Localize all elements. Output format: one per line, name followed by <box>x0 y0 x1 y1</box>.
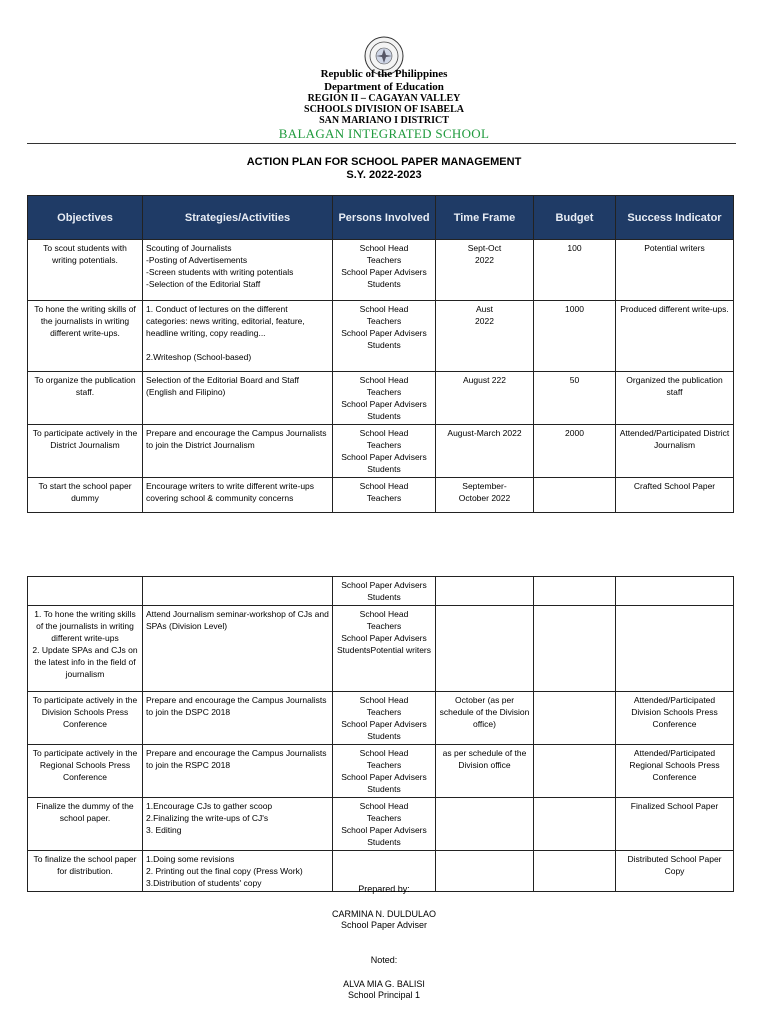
table-row <box>28 478 734 513</box>
strategy-cell: 1. Conduct of lectures on the different categories: news writing, editorial, feature, headline writing, copy reading... 2.Writeshop (School-based) <box>143 301 333 372</box>
budget-cell <box>534 692 616 745</box>
persons-cell: School Head Teachers School Paper Advisers Students <box>333 301 436 372</box>
header-district: SAN MARIANO I DISTRICT <box>319 115 449 126</box>
persons-cell: School Paper Advisers Students <box>333 577 436 606</box>
strategy-cell: Selection of the Editorial Board and Staff (English and Filipino) <box>143 372 333 425</box>
persons-cell: School Head Teachers School Paper Advisers Students <box>333 798 436 851</box>
table-row <box>28 692 734 745</box>
objective-cell: To start the school paper dummy <box>28 478 143 513</box>
success-indicator-cell <box>616 606 734 692</box>
strategy-cell: 1.Doing some revisions 2. Printing out the final copy (Press Work) 3.Distribution of students' copy <box>143 851 333 892</box>
col-header-time-frame: Time Frame <box>436 196 534 240</box>
prepared-by-title: School Paper Adviser <box>340 920 428 930</box>
table-row <box>28 745 734 798</box>
objective-cell: To scout students with writing potentials. <box>28 240 143 301</box>
success-indicator-cell: Attended/Participated District Journalism <box>616 425 734 478</box>
prepared-by-name: CARMINA N. DULDULAO <box>331 909 437 919</box>
success-indicator-cell: Organized the publication staff <box>616 372 734 425</box>
header-department: Department of Education <box>324 81 444 93</box>
persons-cell: School Head Teachers School Paper Advisers StudentsPotential writers <box>333 606 436 692</box>
col-header-objectives: Objectives <box>28 196 143 240</box>
persons-cell: School Head Teachers School Paper Advisers Students <box>333 425 436 478</box>
persons-cell: School Head Teachers School Paper Advisers Students <box>333 372 436 425</box>
success-indicator-cell <box>616 577 734 606</box>
time-frame-cell: Sept-Oct 2022 <box>436 240 534 301</box>
table-row <box>28 425 734 478</box>
school-year: S.Y. 2022-2023 <box>346 169 422 181</box>
time-frame-cell: October (as per schedule of the Division office) <box>436 692 534 745</box>
table-row <box>28 606 734 692</box>
budget-cell: 1000 <box>534 301 616 372</box>
objective-cell: To participate actively in the Regional Schools Press Conference <box>28 745 143 798</box>
success-indicator-cell: Distributed School Paper Copy <box>616 851 734 892</box>
success-indicator-cell: Crafted School Paper <box>616 478 734 513</box>
header-division: SCHOOLS DIVISION OF ISABELA <box>304 104 464 115</box>
budget-cell: 50 <box>534 372 616 425</box>
school-name: BALAGAN INTEGRATED SCHOOL <box>278 126 490 141</box>
time-frame-cell: as per schedule of the Division office <box>436 745 534 798</box>
budget-cell <box>534 606 616 692</box>
strategy-cell <box>143 577 333 606</box>
table-row <box>28 240 734 301</box>
objective-cell: To participate actively in the Division Schools Press Conference <box>28 692 143 745</box>
objective-cell <box>28 577 143 606</box>
time-frame-cell <box>436 798 534 851</box>
success-indicator-cell: Attended/Participated Division Schools Press Conference <box>616 692 734 745</box>
persons-cell: School Head Teachers School Paper Advisers Students <box>333 745 436 798</box>
time-frame-cell <box>436 577 534 606</box>
objective-cell: To hone the writing skills of the journalists in writing different write-ups. <box>28 301 143 372</box>
strategy-cell: Prepare and encourage the Campus Journalists to join the DSPC 2018 <box>143 692 333 745</box>
action-plan-table-1 <box>27 195 734 513</box>
strategy-cell: 1.Encourage CJs to gather scoop 2.Finalizing the write-ups of CJ's 3. Editing <box>143 798 333 851</box>
document-title: ACTION PLAN FOR SCHOOL PAPER MANAGEMENT <box>246 156 522 168</box>
time-frame-cell: September- October 2022 <box>436 478 534 513</box>
prepared-by-label: Prepared by: <box>358 884 410 894</box>
persons-cell: School Head Teachers School Paper Advisers Students <box>333 240 436 301</box>
persons-cell: School Head Teachers School Paper Advisers Students <box>333 692 436 745</box>
time-frame-cell: Aust 2022 <box>436 301 534 372</box>
success-indicator-cell: Finalized School Paper <box>616 798 734 851</box>
budget-cell: 100 <box>534 240 616 301</box>
col-header-strategies: Strategies/Activities <box>143 196 333 240</box>
table-row <box>28 577 734 606</box>
strategy-cell: Encourage writers to write different write-ups covering school & community concerns <box>143 478 333 513</box>
time-frame-cell: August 222 <box>436 372 534 425</box>
action-plan-table-2 <box>27 576 734 892</box>
col-header-persons: Persons Involved <box>333 196 436 240</box>
persons-cell: School Head Teachers <box>333 478 436 513</box>
noted-by-name: ALVA MIA G. BALISI <box>343 979 425 989</box>
objective-cell: Finalize the dummy of the school paper. <box>28 798 143 851</box>
time-frame-cell: August-March 2022 <box>436 425 534 478</box>
strategy-cell: Scouting of Journalists -Posting of Advertisements -Screen students with writing potentials -Selection of the Editorial Staff <box>143 240 333 301</box>
table-row <box>28 372 734 425</box>
table-row <box>28 798 734 851</box>
strategy-cell: Attend Journalism seminar-workshop of CJs and SPAs (Division Level) <box>143 606 333 692</box>
budget-cell <box>534 577 616 606</box>
strategy-cell: Prepare and encourage the Campus Journalists to join the District Journalism <box>143 425 333 478</box>
col-header-success-indicator: Success Indicator <box>616 196 734 240</box>
budget-cell <box>534 745 616 798</box>
noted-label: Noted: <box>370 955 398 965</box>
objective-cell: To participate actively in the District Journalism <box>28 425 143 478</box>
col-header-budget: Budget <box>534 196 616 240</box>
header-region: REGION II – CAGAYAN VALLEY <box>307 93 461 104</box>
budget-cell: 2000 <box>534 425 616 478</box>
table-row <box>28 301 734 372</box>
success-indicator-cell: Attended/Participated Regional Schools Press Conference <box>616 745 734 798</box>
header-divider <box>27 143 736 144</box>
budget-cell <box>534 478 616 513</box>
success-indicator-cell: Potential writers <box>616 240 734 301</box>
noted-by-title: School Principal 1 <box>347 990 421 1000</box>
time-frame-cell <box>436 606 534 692</box>
objective-cell: 1. To hone the writing skills of the journalists in writing different write-ups 2. Update SPAs and CJs on the latest info in the field of journalism <box>28 606 143 692</box>
objective-cell: To finalize the school paper for distribution. <box>28 851 143 892</box>
budget-cell <box>534 798 616 851</box>
header-republic: Republic of the Philippines <box>320 68 448 80</box>
strategy-cell: Prepare and encourage the Campus Journalists to join the RSPC 2018 <box>143 745 333 798</box>
success-indicator-cell: Produced different write-ups. <box>616 301 734 372</box>
objective-cell: To organize the publication staff. <box>28 372 143 425</box>
